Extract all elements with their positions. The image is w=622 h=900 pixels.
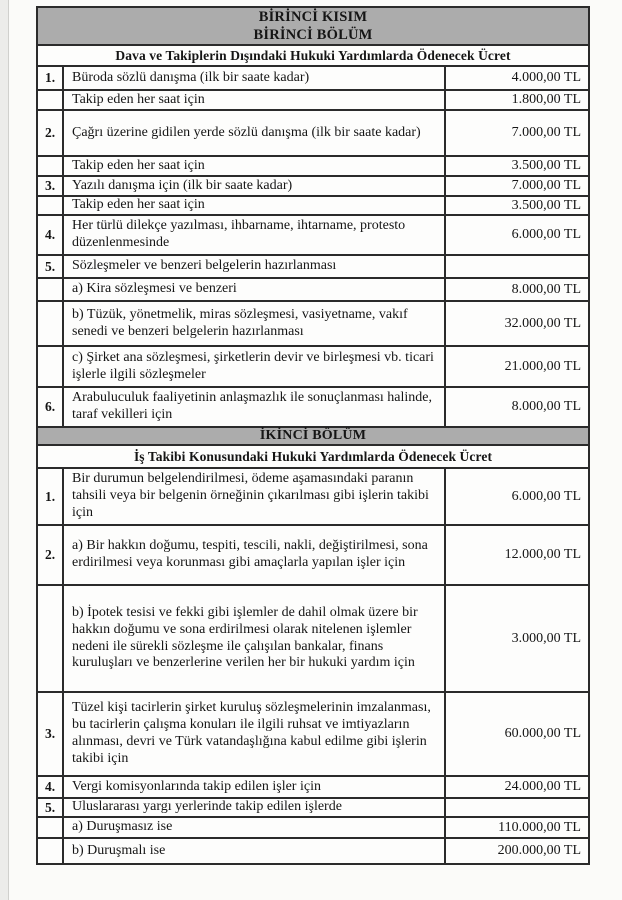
row-number: 5. bbox=[38, 256, 64, 277]
section-2-title: İKİNCİ BÖLÜM bbox=[259, 428, 367, 443]
row-number: 2. bbox=[38, 111, 64, 155]
row-fee: 21.000,00 TL bbox=[504, 358, 581, 374]
section-1-title: BİRİNCİ BÖLÜM bbox=[253, 27, 373, 43]
row-fee: 32.000,00 TL bbox=[504, 315, 581, 331]
section-1-subtitle-band bbox=[38, 44, 588, 65]
row-description: Tüzel kişi tacirlerin şirket kuruluş sözleşmelerinin imzalanması, bu tacirlerin çalışma konuları ile ilgili ruhsat ve imtiyazların alınması, devri ve Türk vatandaşlığına kabul edilme gibi işlerin takibi için bbox=[64, 693, 446, 775]
section-2-subtitle-band bbox=[38, 444, 588, 467]
row-fee: 3.500,00 TL bbox=[511, 197, 581, 213]
row-description: Takip eden her saat için bbox=[64, 197, 446, 214]
row-number bbox=[38, 586, 64, 691]
row-fee: 6.000,00 TL bbox=[511, 488, 581, 504]
scan-page-edge bbox=[0, 0, 9, 900]
row-fee: 200.000,00 TL bbox=[497, 843, 581, 858]
row-fee: 7.000,00 TL bbox=[511, 125, 581, 140]
row-number: 5. bbox=[38, 799, 64, 816]
row-description: Bir durumun belgelendirilmesi, ödeme aşamasındaki paranın tahsili veya bir belgenin örneğinin çıkarılması gibi işlerin takibi için bbox=[64, 469, 446, 524]
row-number bbox=[38, 91, 64, 109]
row-description: Her türlü dilekçe yazılması, ihbarname, ihtarname, protesto düzenlenmesinde bbox=[64, 216, 446, 254]
row-fee: 8.000,00 TL bbox=[511, 281, 581, 297]
row-fee: 6.000,00 TL bbox=[511, 227, 581, 242]
table-row bbox=[38, 195, 588, 214]
table-row bbox=[38, 254, 588, 277]
row-description: Takip eden her saat için bbox=[64, 157, 446, 175]
row-fee: 60.000,00 TL bbox=[504, 726, 581, 741]
row-number: 1. bbox=[38, 67, 64, 89]
row-description: a) Duruşmasız ise bbox=[64, 818, 446, 837]
row-number: 3. bbox=[38, 693, 64, 775]
table-row bbox=[38, 797, 588, 816]
table-row bbox=[38, 584, 588, 691]
row-fee: 4.000,00 TL bbox=[511, 70, 581, 85]
table-row bbox=[38, 691, 588, 775]
section-2-header-band bbox=[38, 426, 588, 444]
table-row bbox=[38, 89, 588, 109]
row-fee: 3.500,00 TL bbox=[511, 158, 581, 173]
row-fee: 24.000,00 TL bbox=[504, 779, 581, 794]
row-description: Vergi komisyonlarında takip edilen işler için bbox=[64, 777, 446, 797]
row-description: b) Tüzük, yönetmelik, miras sözleşmesi, vasiyetname, vakıf senedi ve benzeri belgelerin hazırlanması bbox=[64, 302, 446, 345]
row-number bbox=[38, 279, 64, 300]
row-description: b) İpotek tesisi ve fekki gibi işlemler de dahil olmak üzere bir hakkın doğumu ve sona erdirilmesi olarak nitelenen işlemler nedeni ile sürekli sözleşme ile çalışılan bankalar, finans kuruluşları ve benzerlerine verilen her bir hukuki yardım için bbox=[64, 586, 446, 691]
fee-schedule-table bbox=[36, 6, 590, 865]
row-fee: 12.000,00 TL bbox=[504, 547, 581, 562]
table-row bbox=[38, 300, 588, 345]
table-row bbox=[38, 816, 588, 837]
row-description: b) Duruşmalı ise bbox=[64, 839, 446, 863]
row-description: Sözleşmeler ve benzeri belgelerin hazırlanması bbox=[64, 256, 446, 277]
table-row bbox=[38, 775, 588, 797]
table-row bbox=[38, 214, 588, 254]
part-title: BİRİNCİ KISIM bbox=[258, 9, 368, 25]
row-number: 3. bbox=[38, 177, 64, 195]
row-number bbox=[38, 302, 64, 345]
row-number bbox=[38, 157, 64, 175]
row-number bbox=[38, 197, 64, 214]
row-description: Yazılı danışma için (ilk bir saate kadar) bbox=[64, 177, 446, 195]
row-number bbox=[38, 839, 64, 863]
row-number: 4. bbox=[38, 216, 64, 254]
table-row bbox=[38, 345, 588, 386]
row-number: 1. bbox=[38, 469, 64, 524]
row-fee: 8.000,00 TL bbox=[511, 399, 581, 414]
row-number bbox=[38, 347, 64, 386]
row-fee: 1.800,00 TL bbox=[511, 92, 581, 107]
row-number: 4. bbox=[38, 777, 64, 797]
row-description: Uluslararası yargı yerlerinde takip edilen işlerde bbox=[64, 799, 446, 816]
table-row bbox=[38, 837, 588, 863]
table-row bbox=[38, 109, 588, 155]
table-row bbox=[38, 175, 588, 195]
table-row bbox=[38, 155, 588, 175]
table-row bbox=[38, 277, 588, 300]
row-description: Çağrı üzerine gidilen yerde sözlü danışma (ilk bir saate kadar) bbox=[64, 111, 446, 155]
row-description: c) Şirket ana sözleşmesi, şirketlerin devir ve birleşmesi vb. ticari işlerle ilgili sözleşmeler bbox=[64, 347, 446, 386]
row-fee: 3.000,00 TL bbox=[511, 630, 581, 646]
row-description: Arabuluculuk faaliyetinin anlaşmazlık ile sonuçlanması halinde, taraf vekilleri için bbox=[64, 388, 446, 426]
row-fee bbox=[446, 799, 588, 816]
row-description: a) Kira sözleşmesi ve benzeri bbox=[64, 279, 446, 300]
row-description: Takip eden her saat için bbox=[64, 91, 446, 109]
row-number: 6. bbox=[38, 388, 64, 426]
row-fee: 110.000,00 TL bbox=[498, 819, 581, 835]
row-description: a) Bir hakkın doğumu, tespiti, tescili, nakli, değiştirilmesi, sona erdirilmesi veya korunması gibi amaçlarla yapılan işler için bbox=[64, 526, 446, 584]
part-header-band bbox=[38, 8, 588, 44]
row-number bbox=[38, 818, 64, 837]
table-row bbox=[38, 524, 588, 584]
table-row bbox=[38, 65, 588, 89]
table-row bbox=[38, 386, 588, 426]
section-2-subtitle: İş Takibi Konusundaki Hukuki Yardımlarda Ödenecek Ücret bbox=[133, 448, 493, 464]
section-1-subtitle: Dava ve Takiplerin Dışındaki Hukuki Yardımlarda Ödenecek Ücret bbox=[115, 47, 511, 63]
row-fee bbox=[446, 256, 588, 277]
row-description: Büroda sözlü danışma (ilk bir saate kadar) bbox=[64, 67, 446, 89]
table-row bbox=[38, 467, 588, 524]
row-number: 2. bbox=[38, 526, 64, 584]
row-fee: 7.000,00 TL bbox=[511, 178, 581, 193]
